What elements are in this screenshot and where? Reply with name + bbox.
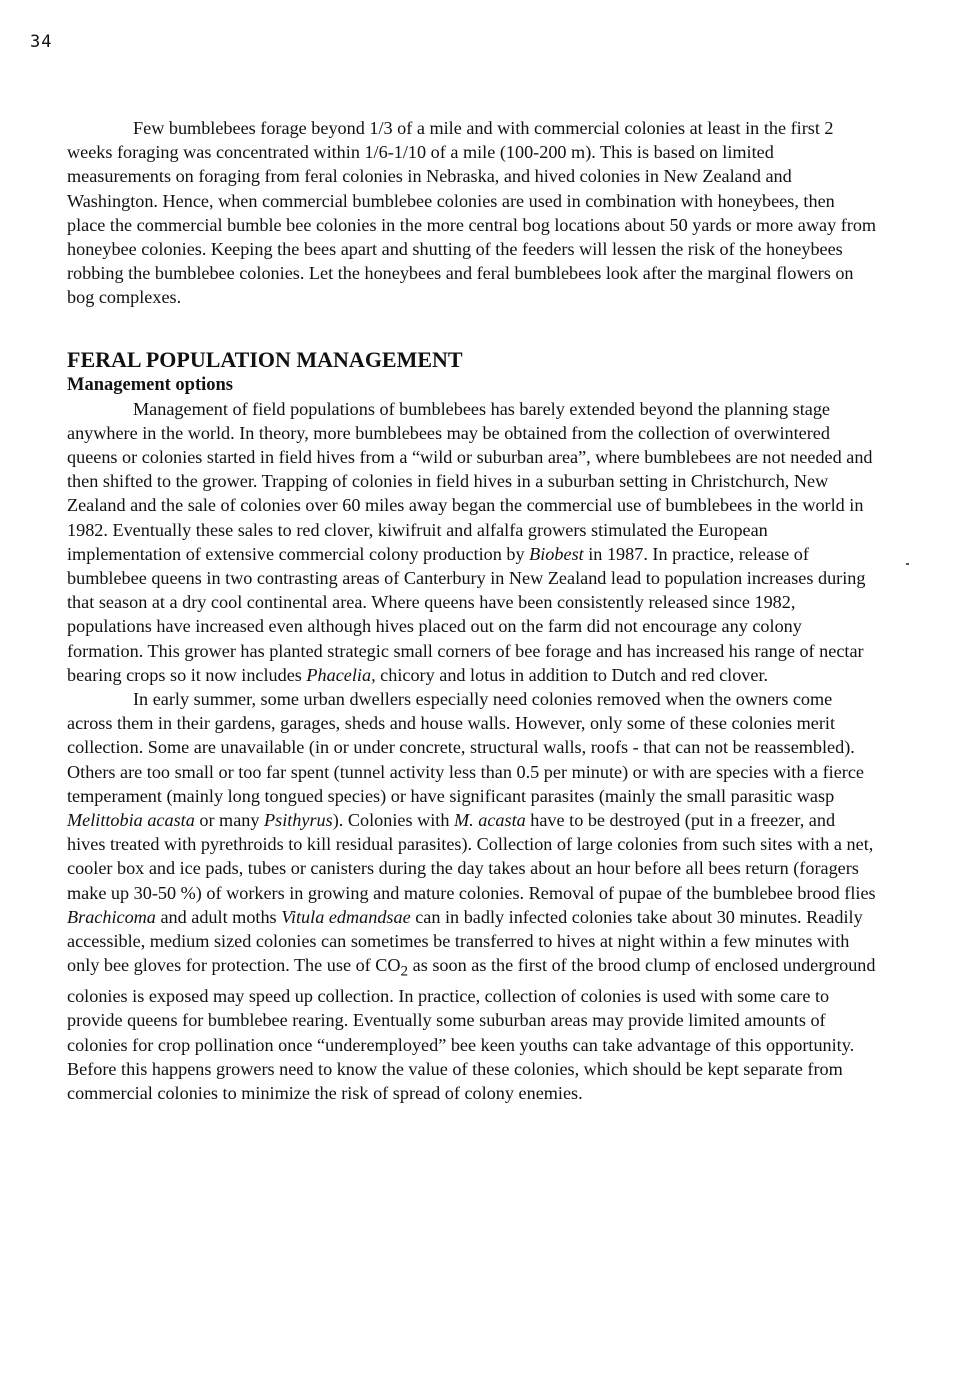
text-run: in 1987. In practice, release of bumblebee queens in two contrasting areas of Canterbury in New Zealand lead to population increases during that season at a dry cool continental area. Where queens have been consistently released since 1982, populations have increased even although hives placed out on the farm did not encourage any colony formation. This grower has planted strategic small corners of bee forage and has increased his range of nectar bearing crops so it now includes — [67, 543, 866, 685]
text-run: ). Colonies with — [332, 810, 454, 831]
text-run: In early summer, some urban dwellers especially need colonies removed when the owners come across them in their gardens, garages, sheds and house walls. However, only some of these colonies merit collection. Some are unavailable (in or under concrete, structural walls, roofs - that can not be reassembled). Others are too small or too far spent (tunnel activity less than 0.5 per minute) or with are species with a fierce temperament (mainly long tongued species) or have significant parasites (mainly the small parasitic wasp — [67, 689, 864, 806]
subsection-title: Management options — [67, 374, 233, 395]
document-body — [67, 116, 877, 1105]
text-run: can in badly infected colonies take about 30 minutes. Readily accessible, medium sized colonies can sometimes be transferred to hives at night within a few minutes with only bee gloves for protection. The use of CO — [67, 906, 863, 976]
text-run: or many — [194, 810, 265, 831]
italic-term: M. acasta — [453, 810, 526, 831]
paragraph-management-options — [67, 397, 877, 687]
italic-term: Brachicoma — [67, 906, 156, 927]
italic-term: Phacelia, — [306, 664, 376, 685]
text-run: have to be destroyed (put in a freezer, and hives treated with pyrethroids to kill residual parasites). Collection of large colonies from such sites with a net, cooler box and ice pads, tubes or canisters during the day takes about an hour before all bees return (foragers make up 30-50 %) of workers in growing and mature colonies. Removal of pupae of the bumblebee brood flies — [67, 810, 876, 903]
paragraph-foraging-range: Few bumblebees forage beyond 1/3 of a mile and with commercial colonies at least in the first 2 weeks foraging was concentrated within 1/6-1/10 of a mile (100-200 m). This is based on limited measurements on foraging from feral colonies in Nebraska, and hived colonies in New Zealand and Washington. Hence, when commercial bumblebee colonies are used in combination with honeybees, then place the commercial bumble bee colonies in the more central bog locations about 50 yards or more away from honeybee colonies. Keeping the bees apart and shutting of the feeders will lessen the risk of the honeybees robbing the bumblebee colonies. Let the honeybees and feral bumblebees look after the marginal flowers on bog complexes. — [67, 118, 877, 308]
text-run: chicory and lotus in addition to Dutch and red clover. — [375, 664, 769, 685]
subscript: 2 — [400, 962, 409, 980]
paragraph-colony-collection — [67, 687, 877, 1105]
italic-term: Vitula edmandsae — [281, 906, 411, 927]
italic-term: Melittobia acasta — [67, 810, 195, 831]
section-title: FERAL POPULATION MANAGEMENT — [67, 346, 463, 372]
text-run: as soon as the first of the brood clump of enclosed underground colonies is exposed may speed up collection. In practice, collection of colonies is used with some care to provide queens for bumblebee rearing. Eventually some suburban areas may provide limited amounts of colonies for crop pollination once “underemployed” bee keen youths can take advantage of this opportunity. Before this happens growers need to know the value of these colonies, which should be kept separate from commercial colonies to minimize the risk of spread of colony enemies. — [67, 955, 876, 1103]
page-number: 34 — [30, 32, 53, 52]
italic-term: Psithyrus — [264, 810, 333, 831]
scan-speck — [906, 563, 909, 565]
italic-term: Biobest — [529, 543, 584, 564]
text-run: and adult moths — [155, 906, 282, 927]
text-run: Management of field populations of bumblebees has barely extended beyond the planning stage anywhere in the world. In theory, more bumblebees may be obtained from the collection of overwintered queens or colonies started in field hives from a “wild or suburban area”, where bumblebees are not needed and then shifted to the grower. Trapping of colonies in field hives in a suburban setting in Christchurch, New Zealand and the sale of colonies over 60 miles away began the commercial use of bumblebees in the world in 1982. Eventually these sales to red clover, kiwifruit and alfalfa growers stimulated the European implementation of extensive commercial colony production by — [67, 398, 873, 564]
